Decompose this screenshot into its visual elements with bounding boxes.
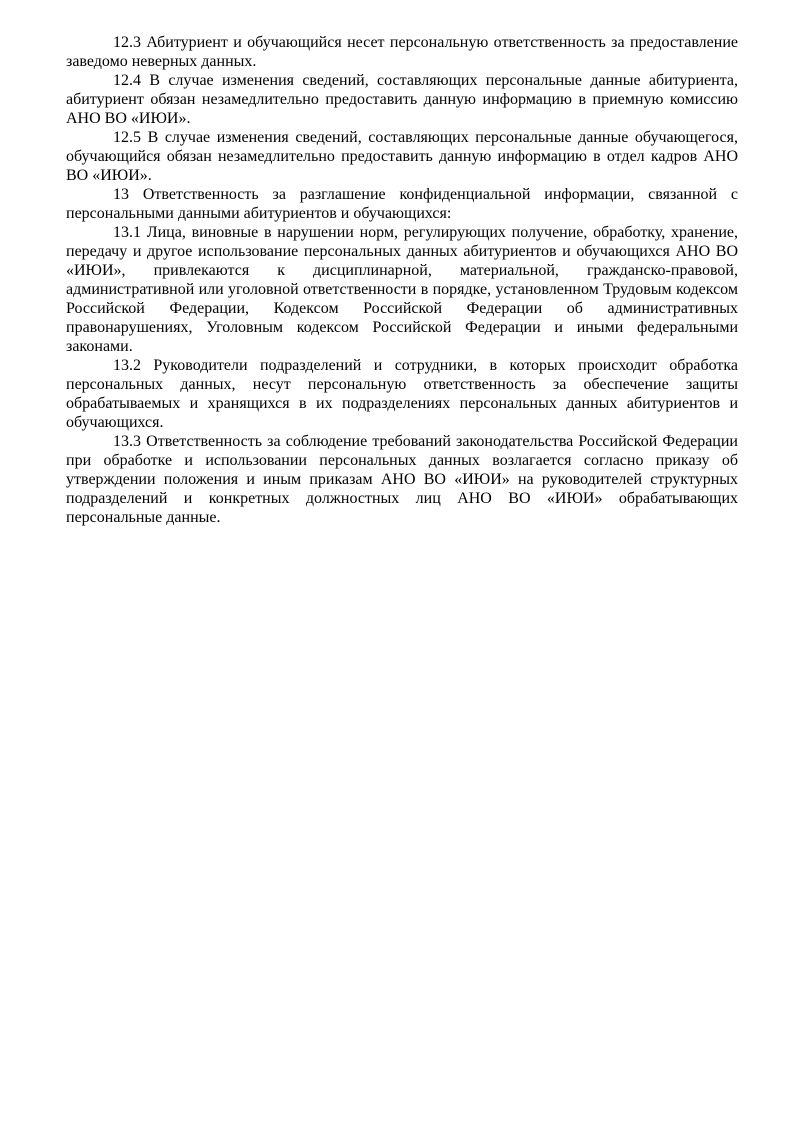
paragraph-13-heading: 13 Ответственность за разглашение конфиденциальной информации, связанной с персональными данными абитуриентов и обучающихся: — [66, 186, 738, 222]
paragraph-12-3: 12.3 Абитуриент и обучающийся несет персональную ответственность за предоставление заведомо неверных данных. — [66, 34, 738, 70]
paragraph-12-4: 12.4 В случае изменения сведений, составляющих персональные данные абитуриента, абитуриент обязан незамедлительно предоставить данную информацию в приемную комиссию АНО ВО «ИЮИ». — [66, 72, 738, 127]
paragraph-13-2: 13.2 Руководители подразделений и сотрудники, в которых происходит обработка персональных данных, несут персональную ответственность за обеспечение защиты обрабатываемых и хранящихся в их подразделениях персональных данных абитуриентов и обучающихся. — [66, 357, 738, 431]
document-body — [66, 33, 738, 527]
paragraph-13-1: 13.1 Лица, виновные в нарушении норм, регулирующих получение, обработку, хранение, передачу и другое использование персональных данных абитуриентов и обучающихся АНО ВО «ИЮИ», привлекаются к дисциплинарной, материальной, гражданско-правовой, административной или уголовной ответственности в порядке, установленном Трудовым кодексом Российской Федерации, Кодексом Российской Федерации об административных правонарушениях, Уголовным кодексом Российской Федерации и иными федеральными законами. — [66, 224, 738, 355]
paragraph-13-3: 13.3 Ответственность за соблюдение требований законодательства Российской Федерации при обработке и использовании персональных данных возлагается согласно приказу об утверждении положения и иным приказам АНО ВО «ИЮИ» на руководителей структурных подразделений и конкретных должностных лиц АНО ВО «ИЮИ» обрабатывающих персональные данные. — [66, 433, 738, 526]
paragraph-12-5: 12.5 В случае изменения сведений, составляющих персональные данные обучающегося, обучающийся обязан незамедлительно предоставить данную информацию в отдел кадров АНО ВО «ИЮИ». — [66, 129, 738, 184]
